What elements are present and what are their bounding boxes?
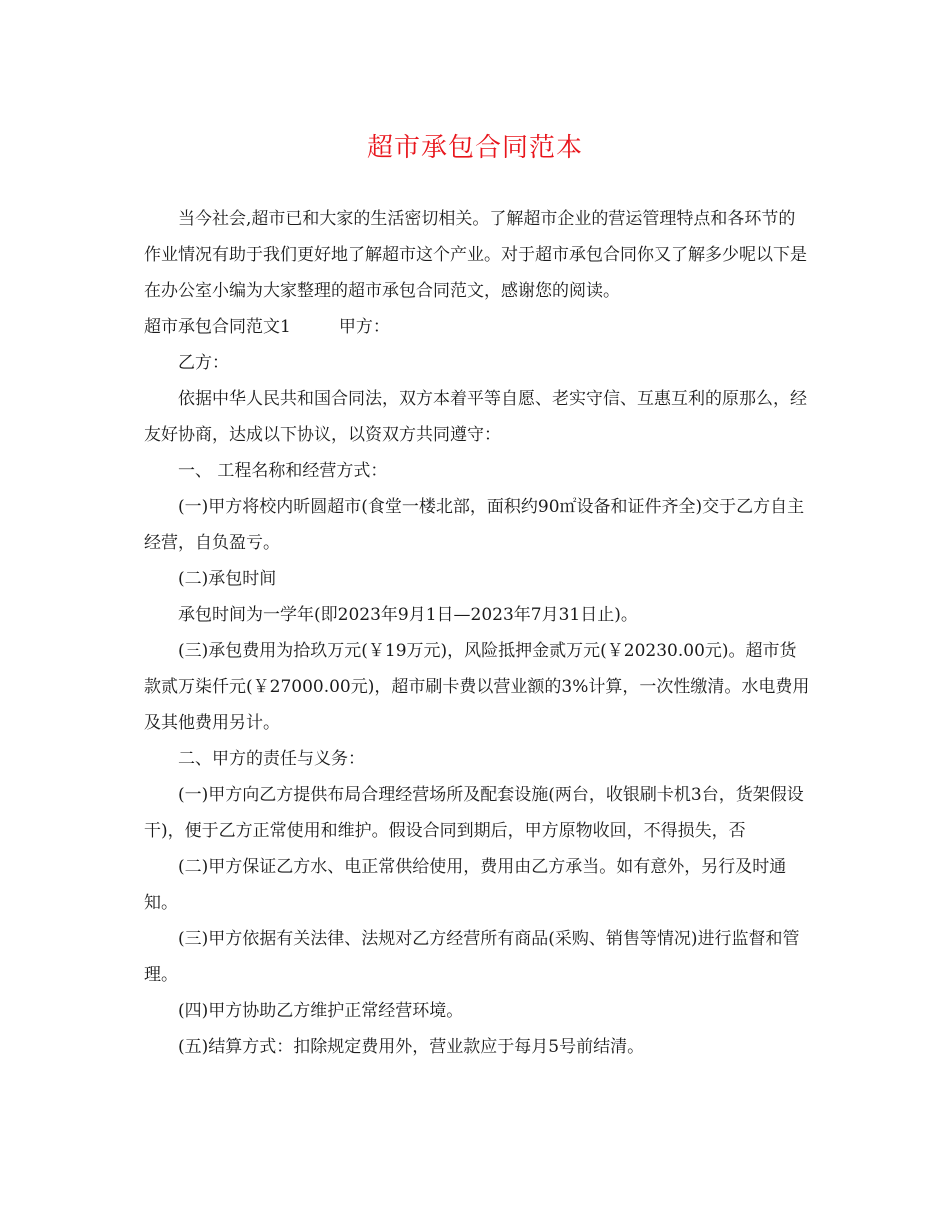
document-title: 超市承包合同范本	[366, 133, 583, 163]
section-2-item-3: (三)甲方依据有关法律、法规对乙方经营所有商品(采购、销售等情况)进行监督和管理。	[144, 929, 800, 985]
section-2-item-2: (二)甲方保证乙方水、电正常供给使用，费用由乙方承当。如有意外，另行及时通知。	[144, 857, 787, 913]
section-1-item-2-detail: 承包时间为一学年(即2023年9月1日—2023年7月31日止)。	[178, 605, 638, 625]
section-1-item-2: (二)承包时间	[178, 569, 277, 589]
party-b-label: 乙方：	[178, 353, 229, 373]
section-1-item-1: (一)甲方将校内昕圆超市(食堂一楼北部，面积约90㎡设备和证件齐全)交于乙方自主经营，自负盈亏。	[144, 497, 805, 553]
sample-line	[144, 309, 812, 345]
section-1-heading: 一、 工程名称和经营方式：	[178, 461, 388, 481]
sample-label: 超市承包合同范文1	[144, 317, 291, 337]
section-2-item-5: (五)结算方式：扣除规定费用外，营业款应于每月5号前结清。	[178, 1037, 645, 1057]
section-1-item-3: (三)承包费用为拾玖万元(￥19万元)，风险抵押金贰万元(￥20230.00元)。超市货款贰万柒仟元(￥27000.00元)，超市刷卡费以营业额的3%计算，一次性缴清。水电费用及其他费用另计。	[144, 641, 810, 733]
section-2-item-4: (四)甲方协助乙方维护正常经营环境。	[178, 1001, 464, 1021]
party-a-label: 甲方：	[338, 317, 390, 337]
section-2-item-1: (一)甲方向乙方提供布局合理经营场所及配套设施(两台，收银刷卡机3台，货架假设干)，便于乙方正常使用和维护。假设合同到期后，甲方原物收回，不得损失，否	[144, 785, 804, 841]
basis-paragraph: 依据中华人民共和国合同法，双方本着平等自愿、老实守信、互惠互利的原那么，经友好协商，达成以下协议，以资双方共同遵守：	[144, 389, 807, 445]
document-body	[144, 201, 812, 1065]
section-2-heading: 二、甲方的责任与义务：	[178, 749, 365, 769]
intro-paragraph: 当今社会,超市已和大家的生活密切相关。了解超市企业的营运管理特点和各环节的作业情况有助于我们更好地了解超市这个产业。对于超市承包合同你又了解多少呢以下是在办公室小编为大家整理的超市承包合同范文，感谢您的阅读。	[144, 209, 807, 301]
